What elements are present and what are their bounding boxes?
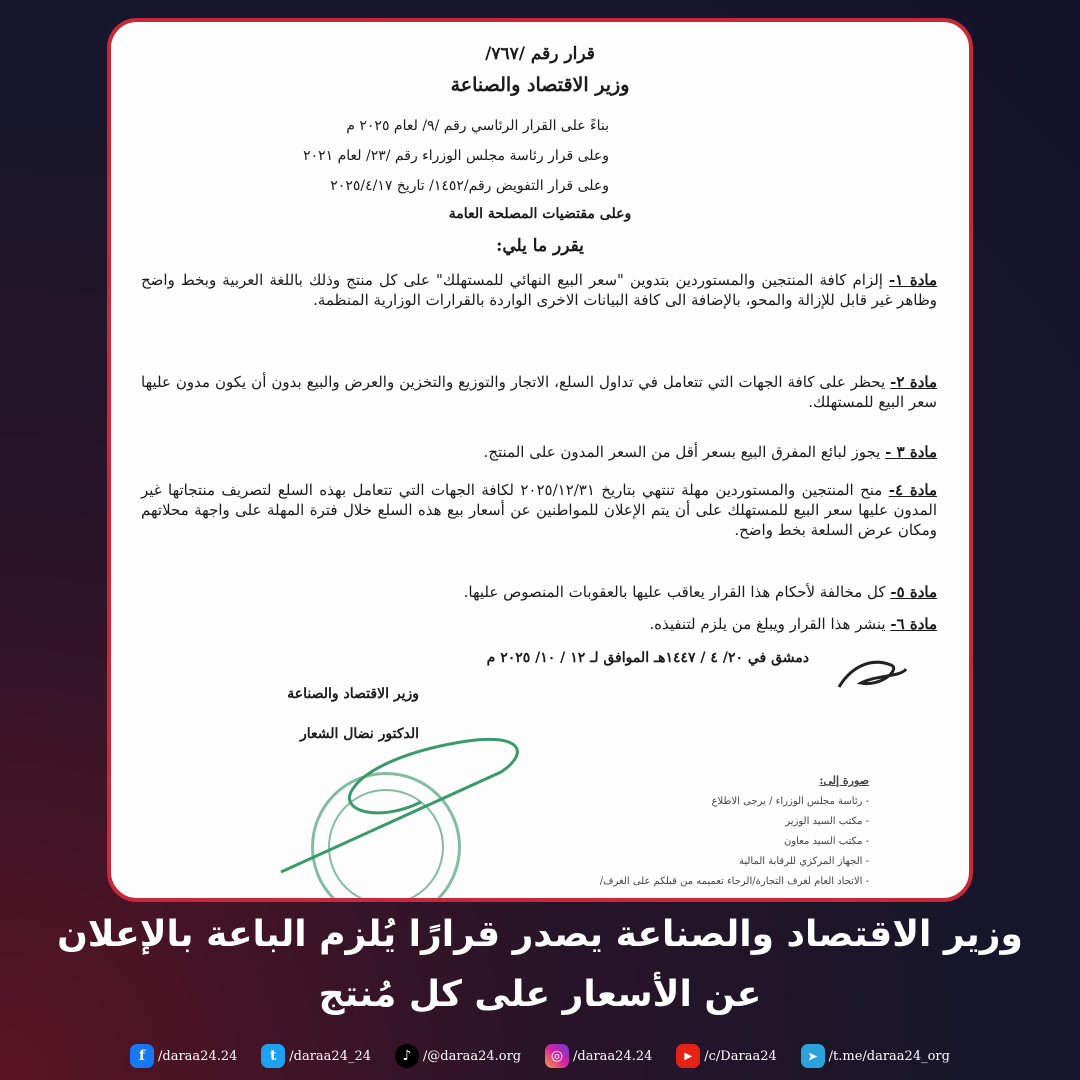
preamble-line: وعلى قرار التفويض رقم/١٤٥٢/ تاريخ ٢٠٢٥/٤/١٧ bbox=[330, 178, 609, 194]
article-4: مادة ٤- منح المنتجين والمستوردين مهلة تنتهي بتاريخ ٢٠٢٥/١٢/٣١ لكافة الجهات التي تتعامل بهذه السلع لتصريف منتجاتها غير المدون عليها سعر البيع للمستهلك على أن يتم الإعلان للمواطنين عن أسعار بيع هذه السلع خلال فترة المهلة على واجهة محلاتهم ومكان عرض السلعة بخط واضح. bbox=[141, 481, 937, 539]
cc-item: - مكتب السيد الوزير bbox=[785, 816, 869, 827]
date-line: دمشق في ٢٠/ ٤ / ١٤٤٧هـ الموافق لـ ١٢ / ١٠/ ٢٠٢٥ م bbox=[486, 650, 809, 666]
cc-item: - رئاسة مجلس الوزراء / يرجى الاطلاع bbox=[711, 796, 869, 807]
social-links bbox=[130, 1044, 950, 1068]
article-1: مادة ١- إلزام كافة المنتجين والمستوردين بتدوين "سعر البيع النهائي للمستهلك" على كل منتج وذلك باللغة العربية وبخط واضح وظاهر غير قابل للإزالة والمحو، بالإضافة الى كافة البيانات الاخرى الواردة بالقرارات الوزارية المنظمة. bbox=[141, 271, 937, 309]
tiktok-icon: ♪ bbox=[395, 1044, 419, 1068]
preamble-line: وعلى قرار رئاسة مجلس الوزراء رقم /٢٣/ لعام ٢٠٢١ bbox=[303, 148, 609, 164]
signatory-title: وزير الاقتصاد والصناعة bbox=[287, 686, 419, 702]
article-5: مادة ٥- كل مخالفة لأحكام هذا القرار يعاقب عليها بالعقوبات المنصوص عليها. bbox=[463, 583, 937, 601]
article-6: مادة ٦- ينشر هذا القرار ويبلغ من يلزم لتنفيذه. bbox=[649, 615, 937, 633]
cc-item: - الجهاز المركزي للرقابة المالية bbox=[738, 856, 869, 867]
decree-document bbox=[111, 22, 969, 898]
decree-number: قرار رقم /٧٦٧/ bbox=[485, 44, 595, 64]
social-link-tiktok[interactable]: ♪ /@daraa24.org bbox=[395, 1044, 521, 1068]
preamble-line: بناءً على القرار الرئاسي رقم /٩/ لعام ٢٠٢٥ م bbox=[346, 118, 609, 134]
instagram-icon: ◎ bbox=[545, 1044, 569, 1068]
signatory-name: الدكتور نضال الشعار bbox=[299, 726, 419, 742]
headline-line-1: وزير الاقتصاد والصناعة يصدر قرارًا يُلزم الباعة بالإعلان bbox=[57, 914, 1023, 955]
headline-line-2: عن الأسعار على كل مُنتج bbox=[318, 974, 762, 1015]
social-link-youtube[interactable]: ▶ /c/Daraa24 bbox=[676, 1044, 776, 1068]
social-link-facebook[interactable]: f /daraa24.24 bbox=[130, 1044, 237, 1068]
social-link-instagram[interactable]: ◎ /daraa24.24 bbox=[545, 1044, 652, 1068]
cc-item: - الاتحاد العام لغرف التجارة/الرجاء تعميمه من قبلكم على الغرف/ bbox=[599, 876, 869, 887]
facebook-icon: f bbox=[130, 1044, 154, 1068]
cc-title: صورة إلى: bbox=[819, 774, 869, 787]
social-link-twitter[interactable]: t /daraa24_24 bbox=[261, 1044, 371, 1068]
twitter-icon: t bbox=[261, 1044, 285, 1068]
telegram-icon: ➤ bbox=[801, 1044, 825, 1068]
signature-icon bbox=[831, 647, 911, 697]
article-3: مادة ٣ - يجوز لبائع المفرق البيع بسعر أقل من السعر المدون على المنتج. bbox=[483, 443, 937, 461]
youtube-icon: ▶ bbox=[676, 1044, 700, 1068]
decides-heading: يقرر ما يلي: bbox=[496, 236, 584, 256]
document-card bbox=[107, 18, 973, 902]
preamble-line: وعلى مقتضيات المصلحة العامة bbox=[448, 206, 632, 222]
green-signature-icon bbox=[261, 732, 541, 882]
issuer-title: وزير الاقتصاد والصناعة bbox=[450, 74, 630, 96]
article-2: مادة ٢- يحظر على كافة الجهات التي تتعامل في تداول السلع، الاتجار والتوزيع والتخزين والعرض والبيع بدون أن يكون مدون عليها سعر البيع للمستهلك. bbox=[141, 373, 937, 411]
social-link-telegram[interactable]: ➤ /t.me/daraa24_org bbox=[801, 1044, 950, 1068]
cc-item: - مكتب السيد معاون bbox=[783, 836, 869, 847]
